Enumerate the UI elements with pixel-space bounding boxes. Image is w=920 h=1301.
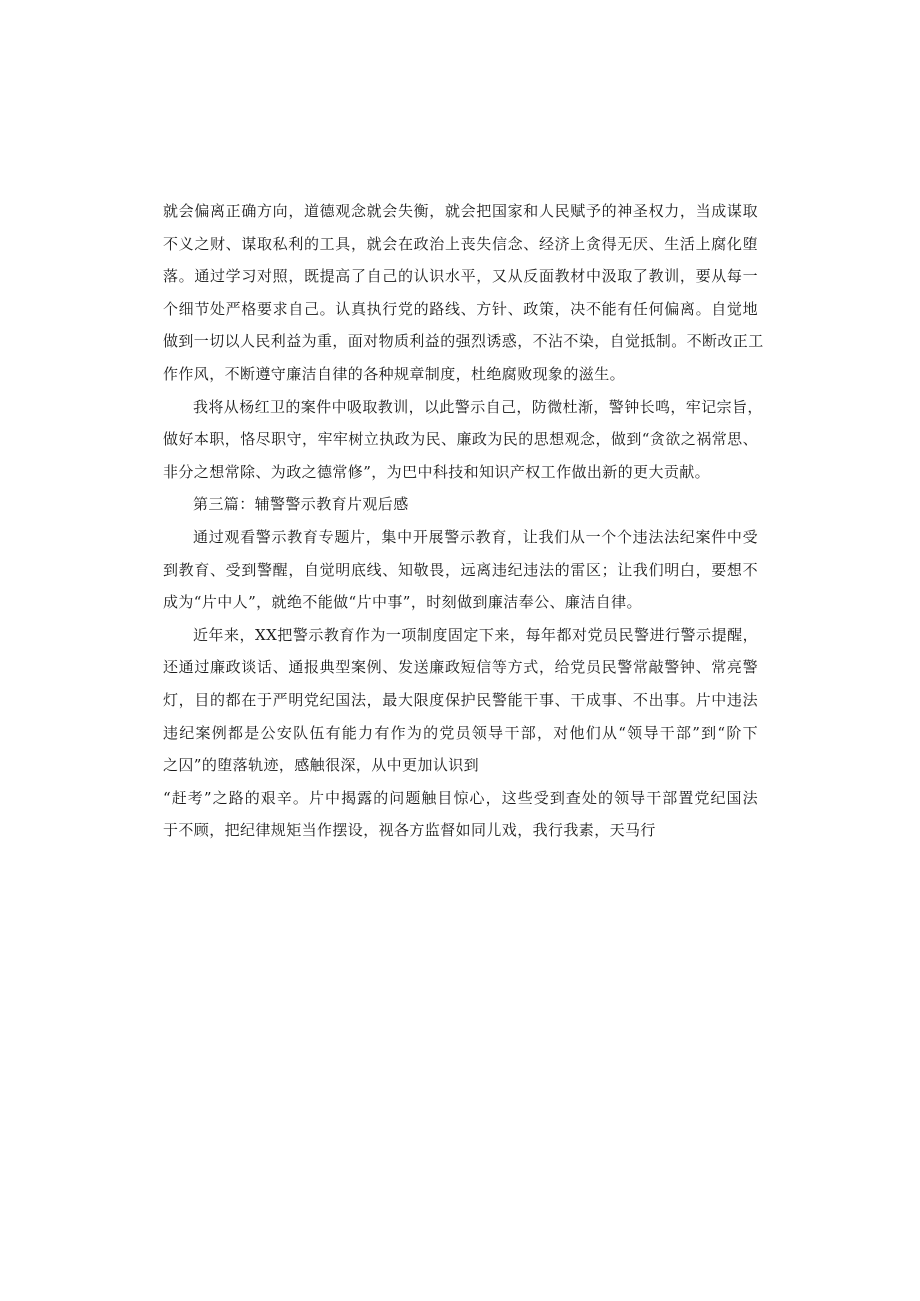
text-line: 通过观看警示教育专题片，集中开展警示教育，让我们从一个个违法法纪案件中受 (193, 527, 758, 546)
text-line: 不义之财、谋取私利的工具，就会在政治上丧失信念、经济上贪得无厌、生活上腐化堕 (163, 234, 758, 253)
section-heading: 第三篇：辅警警示教育片观后感 (193, 495, 409, 514)
text-line: 近年来，XX把警示教育作为一项制度固定下来，每年都对党员民警进行警示提醒， (193, 625, 758, 644)
text-line: 我将从杨红卫的案件中吸取教训，以此警示自己，防微杜渐，警钟长鸣，牢记宗旨， (193, 397, 763, 416)
text-line: 还通过廉政谈话、通报典型案例、发送廉政短信等方式，给党员民警常敲警钟、常亮警 (163, 658, 758, 677)
text-line: 作作风，不断遵守廉洁自律的各种规章制度，杜绝腐败现象的滋生。 (163, 364, 626, 383)
text-line: 违纪案例都是公安队伍有能力有作为的党员领导干部，对他们从“领导干部”到“阶下 (163, 723, 758, 742)
text-line: 落。通过学习对照，既提高了自己的认识水平，又从反面教材中汲取了教训，要从每一 (163, 267, 758, 286)
text-line: 非分之想常除、为政之德常修”，为巴中科技和知识产权工作做出新的更大贡献。 (163, 462, 711, 481)
text-line: 个细节处严格要求自己。认真执行党的路线、方针、政策，决不能有任何偏离。自觉地 (163, 299, 758, 318)
text-line: 之囚”的堕落轨迹，感触很深，从中更加认识到 (163, 756, 480, 775)
text-line: 成为“片中人”，就绝不能做“片中事”，时刻做到廉洁奉公、廉洁自律。 (163, 593, 642, 612)
text-line: 做到一切以人民利益为重，面对物质利益的强烈诱惑，不沾不染，自觉抵制。不断改正工 (163, 332, 764, 351)
text-line: 到教育、受到警醒，自觉明底线、知敬畏，远离违纪违法的雷区；让我们明白，要想不 (163, 560, 758, 579)
document-body (163, 195, 764, 847)
text-line: 做好本职，恪尽职守，牢牢树立执政为民、廉政为民的思想观念，做到“贪欲之祸常思、 (163, 430, 758, 449)
text-line: 就会偏离正确方向，道德观念就会失衡，就会把国家和人民赋予的神圣权力，当成谋取 (163, 202, 758, 220)
text-line: 于不顾，把纪律规矩当作摆设，视各方监督如同儿戏，我行我素，天马行 (163, 821, 656, 840)
text-line: 灯，目的都在于严明党纪国法，最大限度保护民警能干事、干成事、不出事。片中违法 (163, 690, 758, 709)
text-line: “赶考”之路的艰辛。片中揭露的问题触目惊心，这些受到查处的领导干部置党纪国法 (163, 788, 758, 807)
